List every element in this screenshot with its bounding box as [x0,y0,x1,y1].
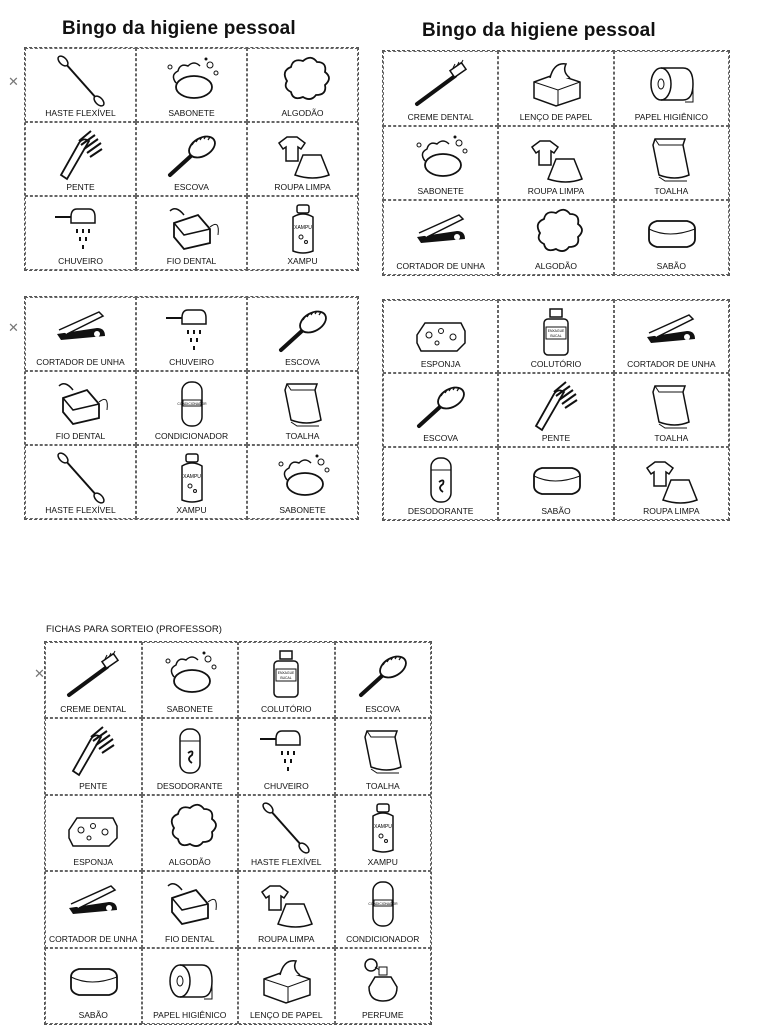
bingo-cell-algodao [247,48,358,122]
bingo-cell-escova [247,297,358,371]
cell-label: CHUVEIRO [169,357,214,367]
bingo-cell-xampu [247,196,358,270]
cell-label: TOALHA [285,431,320,441]
pencil-x-mark: ✕ [8,74,19,89]
bingo-cell-sabonete [383,126,498,201]
cell-label: CONDICIONADOR [154,431,229,441]
svg-text:XAMPU: XAMPU [373,823,392,830]
bingo-cell-pente [25,122,136,196]
cell-label: FIO DENTAL [166,256,217,266]
cell-label: PERFUME [361,1010,404,1020]
cell-label: PENTE [79,780,108,791]
bingo-cell-toalha [335,718,432,794]
pencil-x-mark: ✕ [8,320,19,335]
cell-label: FIO DENTAL [165,933,215,944]
bingo-cell-cortador-de-unha [614,300,729,373]
cell-label: CREME DENTAL [407,111,474,122]
svg-text:ENXAGUE: ENXAGUE [277,671,295,675]
cell-label: SABÃO [656,261,686,271]
bingo-cell-roupa-limpa [247,122,358,196]
cell-label: CORTADOR DE UNHA [627,359,716,370]
bingo-cell-pente [498,373,613,446]
bingo-cell-xampu [335,795,432,871]
cell-label: ROUPA LIMPA [643,506,700,516]
cell-label: TOALHA [654,186,689,197]
bingo-cell-escova [335,642,432,718]
cell-label: ALGODÃO [281,108,324,118]
cell-label: HASTE FLEXÍVEL [45,108,116,118]
svg-text:CONDICIONADOR: CONDICIONADOR [368,902,398,907]
cell-label: SABÃO [78,1010,108,1020]
cell-label: DESODORANTE [156,780,223,791]
bingo-cell-chuveiro [136,297,247,371]
bingo-cell-haste-flexivel [238,795,335,871]
cell-label: CREME DENTAL [60,704,127,715]
bingo-cell-roupa-limpa [614,447,729,520]
bingo-cell-perfume [335,948,432,1024]
svg-text:XAMPU: XAMPU [293,225,312,231]
bingo-cell-condicionador [136,371,247,445]
bingo-card-1 [24,47,359,271]
bingo-cell-pente [45,718,142,794]
bingo-cell-cortador-de-unha [45,871,142,947]
cell-label: ESPONJA [420,359,461,370]
bingo-cell-desodorante [383,447,498,520]
bingo-card-3 [24,296,359,520]
cell-label: HASTE FLEXÍVEL [45,505,116,515]
bingo-cell-escova [136,122,247,196]
cell-label: XAMPU [367,857,398,868]
cell-label: PAPEL HIGIÊNICO [634,111,708,122]
bingo-cell-sabao [614,200,729,275]
bingo-cell-fio-dental [142,871,239,947]
bingo-cell-sabonete [247,445,358,519]
cell-label: SABONETE [279,505,326,515]
bingo-cell-toalha [614,126,729,201]
cell-label: FIO DENTAL [55,431,106,441]
bingo-cell-papel-higienico [614,51,729,126]
cell-label: ESCOVA [423,432,459,443]
bingo-cell-lenco-de-papel [238,948,335,1024]
bingo-cell-escova [383,373,498,446]
cell-label: ROUPA LIMPA [527,186,585,197]
cell-label: DESODORANTE [407,506,474,516]
pencil-x-mark: ✕ [34,666,45,681]
cell-label: CORTADOR DE UNHA [396,261,485,271]
cell-label: ALGODÃO [534,261,578,271]
cell-label: COLUTÓRIO [530,359,582,370]
cell-label: HASTE FLEXÍVEL [251,857,322,868]
board-1-title: Bingo da higiene pessoal [62,18,296,39]
cell-label: ROUPA LIMPA [258,933,315,944]
cell-label: CORTADOR DE UNHA [36,357,125,367]
bingo-cell-roupa-limpa [498,126,613,201]
bingo-cell-creme-dental [45,642,142,718]
bingo-cell-chuveiro [25,196,136,270]
bingo-cell-fio-dental [136,196,247,270]
svg-text:BUCAL: BUCAL [280,676,292,680]
bingo-cell-roupa-limpa [238,871,335,947]
svg-text:BUCAL: BUCAL [550,334,562,338]
cell-label: SABONETE [168,108,215,118]
bingo-cell-sabonete [142,642,239,718]
cell-label: CHUVEIRO [58,256,103,266]
cell-label: LENÇO DE PAPEL [519,111,593,122]
bingo-cell-sabao [45,948,142,1024]
bingo-cell-papel-higienico [142,948,239,1024]
bingo-cell-chuveiro [238,718,335,794]
bingo-cell-sabonete [136,48,247,122]
bingo-cell-toalha [614,373,729,446]
bingo-cell-cortador-de-unha [25,297,136,371]
svg-text:ENXAGUE: ENXAGUE [547,329,565,333]
bingo-cell-algodao [498,200,613,275]
cell-label: ESPONJA [73,857,114,868]
bingo-card-2 [382,50,730,276]
bingo-cell-cortador-de-unha [383,200,498,275]
bingo-cell-condicionador [335,871,432,947]
bingo-card-4 [382,299,730,521]
bingo-cell-esponja [45,795,142,871]
cell-label: XAMPU [287,256,318,266]
cell-label: SABÃO [541,506,571,516]
cell-label: TOALHA [365,780,400,791]
bingo-cell-sabao [498,447,613,520]
cell-label: TOALHA [654,432,689,443]
cell-label: CORTADOR DE UNHA [49,933,138,944]
bingo-cell-haste-flexivel [25,48,136,122]
svg-text:CONDICIONADOR: CONDICIONADOR [176,402,207,406]
cell-label: ESCOVA [174,182,209,192]
cell-label: PENTE [66,182,95,192]
cell-label: XAMPU [176,505,207,515]
cell-label: CHUVEIRO [263,780,309,791]
cell-label: COLUTÓRIO [260,704,312,715]
cell-label: PAPEL HIGIÊNICO [153,1010,227,1020]
professor-draw-cards [44,641,432,1025]
cell-label: ROUPA LIMPA [274,182,331,192]
cell-label: ALGODÃO [168,857,211,868]
bingo-cell-haste-flexivel [25,445,136,519]
cell-label: ESCOVA [285,357,320,367]
bingo-cell-toalha [247,371,358,445]
bingo-cell-colutorio [238,642,335,718]
bingo-cell-esponja [383,300,498,373]
svg-text:XAMPU: XAMPU [182,474,201,480]
bingo-cell-lenco-de-papel [498,51,613,126]
board-2-title: Bingo da higiene pessoal [422,20,656,41]
bingo-cell-creme-dental [383,51,498,126]
bingo-cell-desodorante [142,718,239,794]
bingo-cell-fio-dental [25,371,136,445]
bingo-cell-algodao [142,795,239,871]
bingo-cell-colutorio [498,300,613,373]
cell-label: ESCOVA [365,704,401,715]
cell-label: SABONETE [417,186,464,197]
professor-cards-title: FICHAS PARA SORTEIO (PROFESSOR) [46,624,222,635]
cell-label: LENÇO DE PAPEL [249,1010,323,1020]
cell-label: SABONETE [166,704,213,715]
cell-label: CONDICIONADOR [346,933,420,944]
cell-label: PENTE [541,432,571,443]
bingo-cell-xampu [136,445,247,519]
